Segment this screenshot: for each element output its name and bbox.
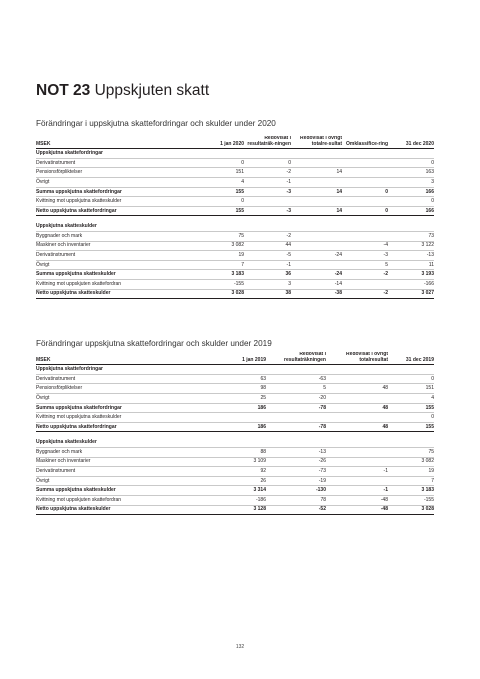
table-2020-column-header: Omklassifice-ring (346, 140, 388, 147)
table-row (36, 158, 434, 168)
table-cell: -3 (342, 251, 388, 261)
table-cell: -155 (388, 495, 434, 505)
table-cell (342, 168, 388, 178)
table-cell (342, 279, 388, 289)
table-cell (326, 413, 388, 423)
table-cell: -3 (244, 206, 291, 216)
table-cell (266, 438, 326, 447)
table-cell: 0 (244, 158, 291, 168)
table-row (36, 260, 434, 270)
table-cell (244, 149, 291, 159)
table-cell (244, 197, 291, 207)
table-row (36, 495, 434, 505)
table-cell: 98 (206, 384, 266, 394)
table-cell (342, 222, 388, 231)
table-cell: 155 (388, 403, 434, 413)
deferred-tax-table-2020 (36, 136, 434, 299)
table-cell: -14 (291, 279, 342, 289)
table-cell: -155 (196, 279, 244, 289)
table-cell: 4 (196, 177, 244, 187)
table-cell: 3 (388, 177, 434, 187)
table-cell (266, 365, 326, 375)
row-label: Summa uppskjutna skattefordringar (36, 187, 196, 197)
row-label: Summa uppskjutna skatteskulder (36, 270, 196, 280)
row-label: Derivatinstrument (36, 374, 206, 384)
row-label: Netto uppskjutna skattefordringar (36, 422, 206, 432)
table-cell: 38 (244, 289, 291, 299)
table-cell: 14 (291, 206, 342, 216)
table-cell: 3 314 (206, 486, 266, 496)
table-cell: -48 (326, 495, 388, 505)
table-2020-title: Förändringar i uppskjutna skattefordringar och skulder under 2020 (36, 119, 276, 128)
section-header-row (36, 222, 434, 231)
row-label: Byggnader och mark (36, 231, 196, 241)
table-cell: 0 (388, 197, 434, 207)
table-cell: 3 109 (206, 457, 266, 467)
table-cell: 3 028 (196, 289, 244, 299)
table-row (36, 486, 434, 496)
table-row (36, 422, 434, 432)
table-cell: -2 (244, 231, 291, 241)
row-label: Kvittning mot uppskjuten skattefordran (36, 279, 196, 289)
table-cell (326, 374, 388, 384)
table-cell: 3 193 (388, 270, 434, 280)
table-cell: 11 (388, 260, 434, 270)
table-cell: 0 (196, 158, 244, 168)
table-cell: -13 (266, 447, 326, 457)
table-cell: 0 (196, 197, 244, 207)
table-cell (342, 149, 388, 159)
table-cell (196, 222, 244, 231)
table-cell (291, 177, 342, 187)
table-cell: 4 (388, 393, 434, 403)
table-cell: 7 (388, 476, 434, 486)
table-2020-column-header: Redovisat i resultaträk-ningen (247, 136, 291, 147)
table-cell: -130 (266, 486, 326, 496)
table-cell: -166 (388, 279, 434, 289)
row-label: Derivatinstrument (36, 467, 206, 477)
table-cell (291, 231, 342, 241)
table-cell: -4 (342, 241, 388, 251)
table-row (36, 241, 434, 251)
table-row (36, 393, 434, 403)
table-cell (206, 438, 266, 447)
table-cell: -52 (266, 505, 326, 515)
table-cell: 3 183 (388, 486, 434, 496)
table-cell: 163 (388, 168, 434, 178)
row-label: Övrigt (36, 393, 206, 403)
table-cell: 88 (206, 447, 266, 457)
table-cell: 151 (196, 168, 244, 178)
table-row (36, 384, 434, 394)
table-cell: 3 (244, 279, 291, 289)
row-label: Summa uppskjutna skattefordringar (36, 403, 206, 413)
table-cell (326, 438, 388, 447)
table-cell (326, 365, 388, 375)
table-cell: 75 (388, 447, 434, 457)
table-cell: -1 (326, 467, 388, 477)
table-cell: 166 (388, 206, 434, 216)
table-cell: -24 (291, 270, 342, 280)
table-cell: -48 (326, 505, 388, 515)
table-cell (326, 447, 388, 457)
table-row (36, 279, 434, 289)
table-cell: 5 (342, 260, 388, 270)
table-2020-column-header: 1 jan 2020 (220, 140, 244, 147)
table-cell: 0 (388, 374, 434, 384)
table-2019-column-header: 1 jan 2019 (242, 356, 266, 363)
table-row (36, 476, 434, 486)
table-row (36, 270, 434, 280)
table-cell: -1 (244, 177, 291, 187)
table-cell (342, 158, 388, 168)
table-cell (388, 365, 434, 375)
table-cell: -73 (266, 467, 326, 477)
table-cell: 155 (388, 422, 434, 432)
table-cell (342, 231, 388, 241)
table-row (36, 467, 434, 477)
row-label: Derivatinstrument (36, 158, 196, 168)
section-header-row (36, 149, 434, 159)
deferred-tax-table-2019 (36, 352, 434, 515)
table-cell (342, 177, 388, 187)
row-label: Uppskjutna skattefordringar (36, 365, 206, 375)
row-label: Uppskjutna skattefordringar (36, 149, 196, 159)
table-cell (206, 413, 266, 423)
table-cell: 36 (244, 270, 291, 280)
table-2019-column-header: 31 dec 2019 (405, 356, 434, 363)
row-label: Maskiner och inventarier (36, 241, 196, 251)
table-cell: -63 (266, 374, 326, 384)
table-cell (291, 222, 342, 231)
table-cell: -24 (291, 251, 342, 261)
row-label: Pensionsförpliktelser (36, 384, 206, 394)
row-label: Uppskjutna skatteskulder (36, 222, 196, 231)
note-heading (36, 82, 209, 100)
row-label: Byggnader och mark (36, 447, 206, 457)
table-cell: 0 (342, 187, 388, 197)
table-cell: -2 (342, 289, 388, 299)
table-cell: 14 (291, 168, 342, 178)
table-cell: 19 (388, 467, 434, 477)
table-row (36, 374, 434, 384)
table-2020-column-header: Redovisat i övrigt totalre-sultat (300, 136, 342, 147)
row-label: Kvittning mot uppskjutna skatteskulder (36, 413, 206, 423)
table-cell: -1 (244, 260, 291, 270)
table-cell: 48 (326, 384, 388, 394)
table-cell: 48 (326, 403, 388, 413)
table-cell (291, 149, 342, 159)
table-row (36, 251, 434, 261)
row-label: Kvittning mot uppskjutna skatteskulder (36, 197, 196, 207)
row-label: Derivatinstrument (36, 251, 196, 261)
table-2020-column-header: MSEK (36, 140, 51, 147)
table-2020-header-row (36, 136, 434, 149)
table-cell: -5 (244, 251, 291, 261)
table-cell: 186 (206, 403, 266, 413)
table-2019-header-row (36, 352, 434, 365)
table-row (36, 177, 434, 187)
table-cell: 3 128 (206, 505, 266, 515)
table-cell (342, 197, 388, 207)
table-cell: 48 (326, 422, 388, 432)
table-cell: -2 (244, 168, 291, 178)
table-cell (388, 438, 434, 447)
table-row (36, 197, 434, 207)
table-cell: 3 183 (196, 270, 244, 280)
table-row (36, 231, 434, 241)
table-cell: -3 (244, 187, 291, 197)
row-label: Kvittning mot uppskjuten skattefordran (36, 495, 206, 505)
table-cell: -78 (266, 422, 326, 432)
table-cell: 3 027 (388, 289, 434, 299)
table-cell (291, 241, 342, 251)
table-cell (196, 149, 244, 159)
row-label: Netto uppskjutna skattefordringar (36, 206, 196, 216)
table-cell (326, 457, 388, 467)
table-cell (326, 393, 388, 403)
section-header-row (36, 438, 434, 447)
table-cell: 73 (388, 231, 434, 241)
row-label: Maskiner och inventarier (36, 457, 206, 467)
table-row (36, 403, 434, 413)
row-label: Övrigt (36, 260, 196, 270)
table-cell: -19 (266, 476, 326, 486)
row-label: Netto uppskjutna skatteskulder (36, 505, 206, 515)
table-2020-column-header: 31 dec 2020 (405, 140, 434, 147)
page-number: 132 (235, 644, 245, 650)
table-cell: -26 (266, 457, 326, 467)
table-cell: -38 (291, 289, 342, 299)
table-cell (291, 197, 342, 207)
table-cell: 0 (388, 158, 434, 168)
note-title: Uppskjuten skatt (94, 82, 210, 99)
table-cell: 155 (196, 206, 244, 216)
table-row (36, 168, 434, 178)
table-2019-title: Förändringar uppskjutna skattefordringar och skulder under 2019 (36, 339, 272, 348)
table-cell: 3 082 (196, 241, 244, 251)
table-cell (266, 413, 326, 423)
table-cell: -1 (326, 486, 388, 496)
table-cell (206, 365, 266, 375)
table-cell (326, 476, 388, 486)
table-row (36, 289, 434, 299)
table-cell: 3 122 (388, 241, 434, 251)
table-cell (291, 158, 342, 168)
table-cell: -13 (388, 251, 434, 261)
table-cell: 44 (244, 241, 291, 251)
table-row (36, 187, 434, 197)
table-cell: 63 (206, 374, 266, 384)
table-cell: 3 028 (388, 505, 434, 515)
table-cell: 92 (206, 467, 266, 477)
table-2019-column-header: Redovisat i övrigt totalresultat (346, 352, 388, 363)
table-cell (388, 222, 434, 231)
table-cell (291, 260, 342, 270)
table-cell: 151 (388, 384, 434, 394)
table-row (36, 505, 434, 515)
table-cell (388, 149, 434, 159)
table-cell: 5 (266, 384, 326, 394)
note-number: NOT 23 (36, 82, 91, 99)
table-cell: 19 (196, 251, 244, 261)
row-label: Övrigt (36, 177, 196, 187)
table-cell: 75 (196, 231, 244, 241)
row-label: Summa uppskjutna skatteskulder (36, 486, 206, 496)
table-cell: 3 082 (388, 457, 434, 467)
table-cell: -78 (266, 403, 326, 413)
table-cell: 186 (206, 422, 266, 432)
table-cell: 155 (196, 187, 244, 197)
table-2019-column-header: Redovisat i resultaträkningen (284, 352, 326, 363)
table-cell: 166 (388, 187, 434, 197)
table-cell (244, 222, 291, 231)
table-row (36, 457, 434, 467)
table-cell: -20 (266, 393, 326, 403)
table-cell: 25 (206, 393, 266, 403)
table-row (36, 447, 434, 457)
row-label: Uppskjutna skatteskulder (36, 438, 206, 447)
row-label: Pensionsförpliktelser (36, 168, 196, 178)
table-cell: 7 (196, 260, 244, 270)
row-label: Övrigt (36, 476, 206, 486)
table-row (36, 413, 434, 423)
table-2019-column-header: MSEK (36, 356, 51, 363)
table-row (36, 206, 434, 216)
table-cell: 78 (266, 495, 326, 505)
table-cell: 26 (206, 476, 266, 486)
table-cell: 14 (291, 187, 342, 197)
table-cell: -2 (342, 270, 388, 280)
table-cell: 0 (342, 206, 388, 216)
row-label: Netto uppskjutna skatteskulder (36, 289, 196, 299)
table-cell: -186 (206, 495, 266, 505)
table-cell: 0 (388, 413, 434, 423)
section-header-row (36, 365, 434, 375)
